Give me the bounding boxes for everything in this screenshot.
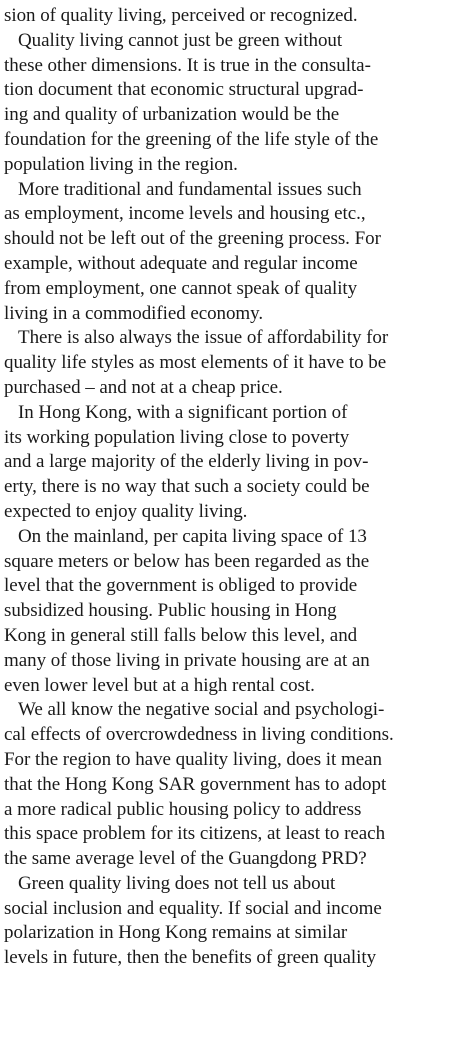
text-line: Kong in general still falls below this level, and bbox=[4, 624, 358, 646]
text-line: ing and quality of urbanization would be the bbox=[4, 104, 340, 126]
text-line: its working population living close to poverty bbox=[4, 426, 350, 448]
article-column bbox=[4, 4, 448, 971]
text-line: these other dimensions. It is true in the consulta- bbox=[4, 54, 371, 76]
text-line: as employment, income levels and housing etc., bbox=[4, 203, 366, 225]
text-line: tion document that economic structural upgrad- bbox=[4, 79, 364, 101]
text-line: erty, there is no way that such a society could be bbox=[4, 476, 370, 498]
text-line: We all know the negative social and psychologi- bbox=[18, 699, 385, 721]
text-line: In Hong Kong, with a significant portion of bbox=[18, 401, 348, 423]
text-line: Quality living cannot just be green without bbox=[18, 29, 343, 51]
text-line: living in a commodified economy. bbox=[4, 302, 264, 324]
text-line: example, without adequate and regular income bbox=[4, 252, 358, 274]
text-line: that the Hong Kong SAR government has to adopt bbox=[4, 773, 387, 795]
text-line: On the mainland, per capita living space of 13 bbox=[18, 525, 367, 547]
text-line: cal effects of overcrowdedness in living conditions. bbox=[4, 724, 394, 746]
text-line: even lower level but at a high rental cost. bbox=[4, 674, 315, 696]
text-line: There is also always the issue of affordability for bbox=[18, 327, 389, 349]
text-line: subsidized housing. Public housing in Hong bbox=[4, 600, 337, 622]
text-line: population living in the region. bbox=[4, 153, 238, 175]
text-line: and a large majority of the elderly living in pov- bbox=[4, 451, 369, 473]
text-line: should not be left out of the greening process. For bbox=[4, 228, 381, 250]
text-line: levels in future, then the benefits of green quality bbox=[4, 947, 377, 969]
text-line: foundation for the greening of the life style of the bbox=[4, 128, 379, 150]
text-line: polarization in Hong Kong remains at similar bbox=[4, 922, 348, 944]
text-line: quality life styles as most elements of it have to be bbox=[4, 352, 387, 374]
text-line: More traditional and fundamental issues such bbox=[18, 178, 362, 200]
text-line: the same average level of the Guangdong PRD? bbox=[4, 848, 367, 870]
text-line: square meters or below has been regarded as the bbox=[4, 550, 370, 572]
text-line: level that the government is obliged to provide bbox=[4, 575, 358, 597]
text-line: purchased – and not at a cheap price. bbox=[4, 376, 283, 398]
text-line: a more radical public housing policy to address bbox=[4, 798, 362, 820]
text-line: social inclusion and equality. If social and income bbox=[4, 897, 382, 919]
text-line: from employment, one cannot speak of quality bbox=[4, 277, 358, 299]
text-line: many of those living in private housing are at an bbox=[4, 649, 370, 671]
text-line: this space problem for its citizens, at least to reach bbox=[4, 823, 386, 845]
text-line: expected to enjoy quality living. bbox=[4, 500, 248, 522]
text-line: Green quality living does not tell us about bbox=[18, 872, 336, 894]
text-line: sion of quality living, perceived or recognized. bbox=[4, 5, 358, 26]
text-line: For the region to have quality living, does it mean bbox=[4, 748, 382, 770]
